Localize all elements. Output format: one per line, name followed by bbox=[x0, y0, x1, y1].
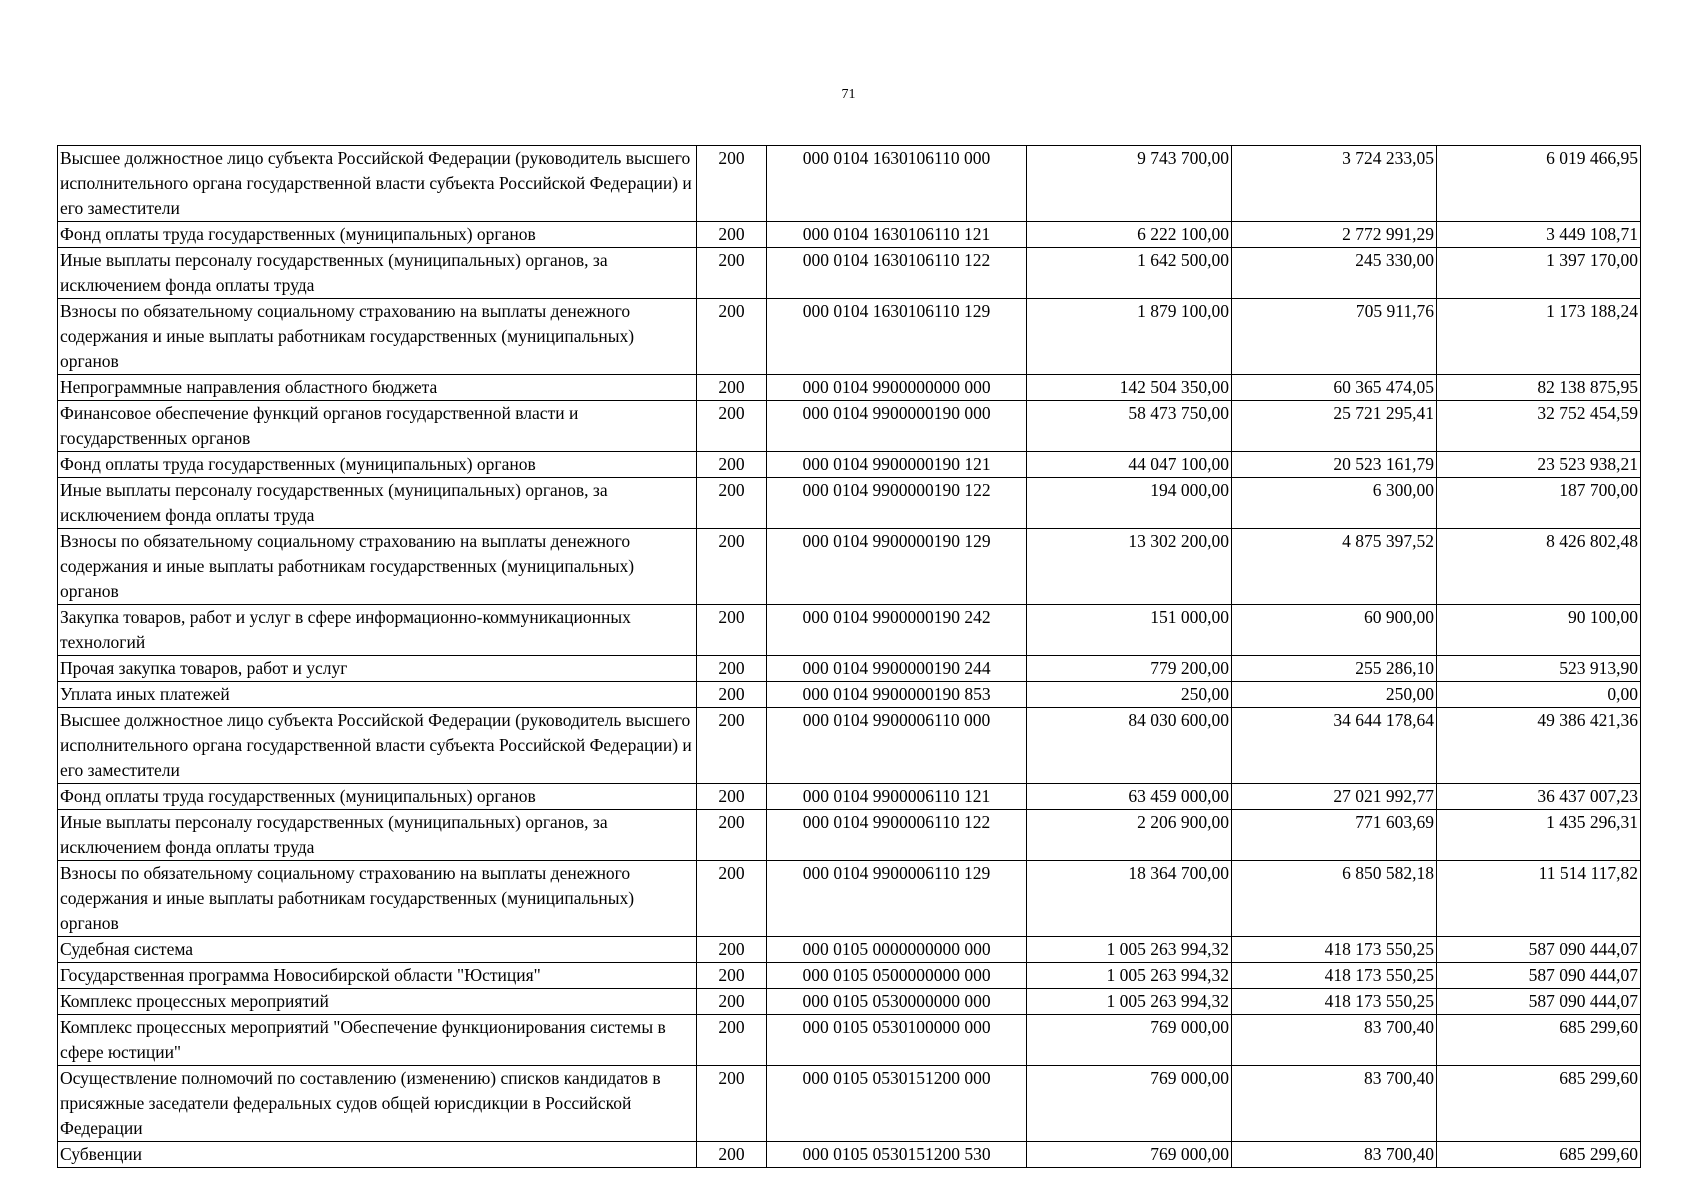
table-row bbox=[58, 682, 1641, 708]
remaining-amount-cell: 3 449 108,71 bbox=[1437, 222, 1641, 248]
row-name-cell: Субвенции bbox=[58, 1142, 697, 1168]
table-row bbox=[58, 784, 1641, 810]
budget-code-cell: 000 0105 0000000000 000 bbox=[767, 937, 1027, 963]
row-name-cell: Непрограммные направления областного бюджета bbox=[58, 375, 697, 401]
table-row bbox=[58, 146, 1641, 222]
approved-amount-cell: 9 743 700,00 bbox=[1027, 146, 1232, 222]
line-code-cell: 200 bbox=[697, 1015, 767, 1066]
budget-code-cell: 000 0104 1630106110 121 bbox=[767, 222, 1027, 248]
row-name-cell: Государственная программа Новосибирской области "Юстиция" bbox=[58, 963, 697, 989]
remaining-amount-cell: 1 397 170,00 bbox=[1437, 248, 1641, 299]
budget-code-cell: 000 0104 9900000190 000 bbox=[767, 401, 1027, 452]
budget-code-cell: 000 0104 9900000190 121 bbox=[767, 452, 1027, 478]
approved-amount-cell: 769 000,00 bbox=[1027, 1066, 1232, 1142]
table-row bbox=[58, 1066, 1641, 1142]
approved-amount-cell: 1 642 500,00 bbox=[1027, 248, 1232, 299]
approved-amount-cell: 58 473 750,00 bbox=[1027, 401, 1232, 452]
row-name-cell: Финансовое обеспечение функций органов государственной власти и государственных органов bbox=[58, 401, 697, 452]
executed-amount-cell: 60 365 474,05 bbox=[1232, 375, 1437, 401]
executed-amount-cell: 34 644 178,64 bbox=[1232, 708, 1437, 784]
line-code-cell: 200 bbox=[697, 222, 767, 248]
row-name-cell: Иные выплаты персоналу государственных (муниципальных) органов, за исключением фонда оплаты труда bbox=[58, 478, 697, 529]
table-row bbox=[58, 375, 1641, 401]
remaining-amount-cell: 6 019 466,95 bbox=[1437, 146, 1641, 222]
budget-code-cell: 000 0104 9900006110 122 bbox=[767, 810, 1027, 861]
budget-code-cell: 000 0104 9900006110 000 bbox=[767, 708, 1027, 784]
executed-amount-cell: 4 875 397,52 bbox=[1232, 529, 1437, 605]
table-row bbox=[58, 299, 1641, 375]
row-name-cell: Закупка товаров, работ и услуг в сфере информационно-коммуникационных технологий bbox=[58, 605, 697, 656]
row-name-cell: Комплекс процессных мероприятий "Обеспечение функционирования системы в сфере юстиции" bbox=[58, 1015, 697, 1066]
table-row bbox=[58, 222, 1641, 248]
approved-amount-cell: 1 879 100,00 bbox=[1027, 299, 1232, 375]
executed-amount-cell: 418 173 550,25 bbox=[1232, 937, 1437, 963]
approved-amount-cell: 63 459 000,00 bbox=[1027, 784, 1232, 810]
executed-amount-cell: 250,00 bbox=[1232, 682, 1437, 708]
approved-amount-cell: 769 000,00 bbox=[1027, 1142, 1232, 1168]
approved-amount-cell: 13 302 200,00 bbox=[1027, 529, 1232, 605]
remaining-amount-cell: 685 299,60 bbox=[1437, 1142, 1641, 1168]
row-name-cell: Комплекс процессных мероприятий bbox=[58, 989, 697, 1015]
budget-code-cell: 000 0104 9900006110 121 bbox=[767, 784, 1027, 810]
budget-code-cell: 000 0104 1630106110 122 bbox=[767, 248, 1027, 299]
line-code-cell: 200 bbox=[697, 605, 767, 656]
approved-amount-cell: 1 005 263 994,32 bbox=[1027, 937, 1232, 963]
table-row bbox=[58, 861, 1641, 937]
remaining-amount-cell: 8 426 802,48 bbox=[1437, 529, 1641, 605]
line-code-cell: 200 bbox=[697, 963, 767, 989]
line-code-cell: 200 bbox=[697, 529, 767, 605]
line-code-cell: 200 bbox=[697, 375, 767, 401]
budget-code-cell: 000 0104 9900000000 000 bbox=[767, 375, 1027, 401]
row-name-cell: Фонд оплаты труда государственных (муниципальных) органов bbox=[58, 784, 697, 810]
remaining-amount-cell: 32 752 454,59 bbox=[1437, 401, 1641, 452]
remaining-amount-cell: 82 138 875,95 bbox=[1437, 375, 1641, 401]
line-code-cell: 200 bbox=[697, 452, 767, 478]
executed-amount-cell: 25 721 295,41 bbox=[1232, 401, 1437, 452]
executed-amount-cell: 3 724 233,05 bbox=[1232, 146, 1437, 222]
approved-amount-cell: 779 200,00 bbox=[1027, 656, 1232, 682]
approved-amount-cell: 84 030 600,00 bbox=[1027, 708, 1232, 784]
remaining-amount-cell: 1 435 296,31 bbox=[1437, 810, 1641, 861]
executed-amount-cell: 418 173 550,25 bbox=[1232, 963, 1437, 989]
executed-amount-cell: 255 286,10 bbox=[1232, 656, 1437, 682]
table-row bbox=[58, 605, 1641, 656]
remaining-amount-cell: 36 437 007,23 bbox=[1437, 784, 1641, 810]
approved-amount-cell: 769 000,00 bbox=[1027, 1015, 1232, 1066]
line-code-cell: 200 bbox=[697, 478, 767, 529]
remaining-amount-cell: 0,00 bbox=[1437, 682, 1641, 708]
approved-amount-cell: 1 005 263 994,32 bbox=[1027, 963, 1232, 989]
budget-code-cell: 000 0104 1630106110 129 bbox=[767, 299, 1027, 375]
table-row bbox=[58, 401, 1641, 452]
executed-amount-cell: 2 772 991,29 bbox=[1232, 222, 1437, 248]
row-name-cell: Взносы по обязательному социальному страхованию на выплаты денежного содержания и иные выплаты работникам государственных (муниципальных) органов bbox=[58, 861, 697, 937]
line-code-cell: 200 bbox=[697, 299, 767, 375]
remaining-amount-cell: 685 299,60 bbox=[1437, 1066, 1641, 1142]
executed-amount-cell: 27 021 992,77 bbox=[1232, 784, 1437, 810]
budget-code-cell: 000 0104 9900000190 853 bbox=[767, 682, 1027, 708]
approved-amount-cell: 250,00 bbox=[1027, 682, 1232, 708]
budget-execution-table bbox=[57, 145, 1641, 1168]
line-code-cell: 200 bbox=[697, 1142, 767, 1168]
executed-amount-cell: 6 300,00 bbox=[1232, 478, 1437, 529]
line-code-cell: 200 bbox=[697, 401, 767, 452]
approved-amount-cell: 1 005 263 994,32 bbox=[1027, 989, 1232, 1015]
budget-code-cell: 000 0104 9900000190 129 bbox=[767, 529, 1027, 605]
table-row bbox=[58, 1015, 1641, 1066]
approved-amount-cell: 44 047 100,00 bbox=[1027, 452, 1232, 478]
remaining-amount-cell: 587 090 444,07 bbox=[1437, 989, 1641, 1015]
executed-amount-cell: 705 911,76 bbox=[1232, 299, 1437, 375]
table-row bbox=[58, 529, 1641, 605]
row-name-cell: Иные выплаты персоналу государственных (муниципальных) органов, за исключением фонда оплаты труда bbox=[58, 248, 697, 299]
budget-code-cell: 000 0105 0530000000 000 bbox=[767, 989, 1027, 1015]
budget-code-cell: 000 0104 9900006110 129 bbox=[767, 861, 1027, 937]
table-row bbox=[58, 1142, 1641, 1168]
remaining-amount-cell: 587 090 444,07 bbox=[1437, 937, 1641, 963]
table-body bbox=[58, 146, 1641, 1168]
table-row bbox=[58, 248, 1641, 299]
table-row bbox=[58, 708, 1641, 784]
table-row bbox=[58, 963, 1641, 989]
executed-amount-cell: 245 330,00 bbox=[1232, 248, 1437, 299]
line-code-cell: 200 bbox=[697, 861, 767, 937]
row-name-cell: Высшее должностное лицо субъекта Российской Федерации (руководитель высшего исполнительного органа государственной власти субъекта Российской Федерации) и его заместители bbox=[58, 146, 697, 222]
budget-code-cell: 000 0105 0500000000 000 bbox=[767, 963, 1027, 989]
budget-code-cell: 000 0105 0530100000 000 bbox=[767, 1015, 1027, 1066]
approved-amount-cell: 194 000,00 bbox=[1027, 478, 1232, 529]
row-name-cell: Высшее должностное лицо субъекта Российской Федерации (руководитель высшего исполнительного органа государственной власти субъекта Российской Федерации) и его заместители bbox=[58, 708, 697, 784]
line-code-cell: 200 bbox=[697, 989, 767, 1015]
approved-amount-cell: 142 504 350,00 bbox=[1027, 375, 1232, 401]
table-row bbox=[58, 937, 1641, 963]
budget-code-cell: 000 0104 1630106110 000 bbox=[767, 146, 1027, 222]
budget-code-cell: 000 0104 9900000190 122 bbox=[767, 478, 1027, 529]
executed-amount-cell: 60 900,00 bbox=[1232, 605, 1437, 656]
approved-amount-cell: 18 364 700,00 bbox=[1027, 861, 1232, 937]
remaining-amount-cell: 685 299,60 bbox=[1437, 1015, 1641, 1066]
executed-amount-cell: 418 173 550,25 bbox=[1232, 989, 1437, 1015]
row-name-cell: Осуществление полномочий по составлению (изменению) списков кандидатов в присяжные заседатели федеральных судов общей юрисдикции в Российской Федерации bbox=[58, 1066, 697, 1142]
remaining-amount-cell: 187 700,00 bbox=[1437, 478, 1641, 529]
line-code-cell: 200 bbox=[697, 682, 767, 708]
line-code-cell: 200 bbox=[697, 810, 767, 861]
executed-amount-cell: 83 700,40 bbox=[1232, 1015, 1437, 1066]
table-row bbox=[58, 452, 1641, 478]
line-code-cell: 200 bbox=[697, 248, 767, 299]
remaining-amount-cell: 523 913,90 bbox=[1437, 656, 1641, 682]
table-row bbox=[58, 656, 1641, 682]
remaining-amount-cell: 23 523 938,21 bbox=[1437, 452, 1641, 478]
table-row bbox=[58, 478, 1641, 529]
remaining-amount-cell: 11 514 117,82 bbox=[1437, 861, 1641, 937]
row-name-cell: Прочая закупка товаров, работ и услуг bbox=[58, 656, 697, 682]
approved-amount-cell: 2 206 900,00 bbox=[1027, 810, 1232, 861]
executed-amount-cell: 20 523 161,79 bbox=[1232, 452, 1437, 478]
row-name-cell: Взносы по обязательному социальному страхованию на выплаты денежного содержания и иные выплаты работникам государственных (муниципальных) органов bbox=[58, 529, 697, 605]
table-row bbox=[58, 989, 1641, 1015]
page-number: 71 bbox=[841, 87, 856, 102]
budget-code-cell: 000 0105 0530151200 530 bbox=[767, 1142, 1027, 1168]
remaining-amount-cell: 1 173 188,24 bbox=[1437, 299, 1641, 375]
remaining-amount-cell: 90 100,00 bbox=[1437, 605, 1641, 656]
executed-amount-cell: 6 850 582,18 bbox=[1232, 861, 1437, 937]
line-code-cell: 200 bbox=[697, 1066, 767, 1142]
line-code-cell: 200 bbox=[697, 937, 767, 963]
row-name-cell: Фонд оплаты труда государственных (муниципальных) органов bbox=[58, 222, 697, 248]
remaining-amount-cell: 49 386 421,36 bbox=[1437, 708, 1641, 784]
approved-amount-cell: 151 000,00 bbox=[1027, 605, 1232, 656]
executed-amount-cell: 83 700,40 bbox=[1232, 1066, 1437, 1142]
row-name-cell: Иные выплаты персоналу государственных (муниципальных) органов, за исключением фонда оплаты труда bbox=[58, 810, 697, 861]
budget-code-cell: 000 0104 9900000190 244 bbox=[767, 656, 1027, 682]
line-code-cell: 200 bbox=[697, 708, 767, 784]
budget-code-cell: 000 0105 0530151200 000 bbox=[767, 1066, 1027, 1142]
line-code-cell: 200 bbox=[697, 146, 767, 222]
line-code-cell: 200 bbox=[697, 784, 767, 810]
executed-amount-cell: 83 700,40 bbox=[1232, 1142, 1437, 1168]
remaining-amount-cell: 587 090 444,07 bbox=[1437, 963, 1641, 989]
line-code-cell: 200 bbox=[697, 656, 767, 682]
approved-amount-cell: 6 222 100,00 bbox=[1027, 222, 1232, 248]
row-name-cell: Взносы по обязательному социальному страхованию на выплаты денежного содержания и иные выплаты работникам государственных (муниципальных) органов bbox=[58, 299, 697, 375]
row-name-cell: Уплата иных платежей bbox=[58, 682, 697, 708]
table-row bbox=[58, 810, 1641, 861]
row-name-cell: Судебная система bbox=[58, 937, 697, 963]
row-name-cell: Фонд оплаты труда государственных (муниципальных) органов bbox=[58, 452, 697, 478]
budget-code-cell: 000 0104 9900000190 242 bbox=[767, 605, 1027, 656]
executed-amount-cell: 771 603,69 bbox=[1232, 810, 1437, 861]
